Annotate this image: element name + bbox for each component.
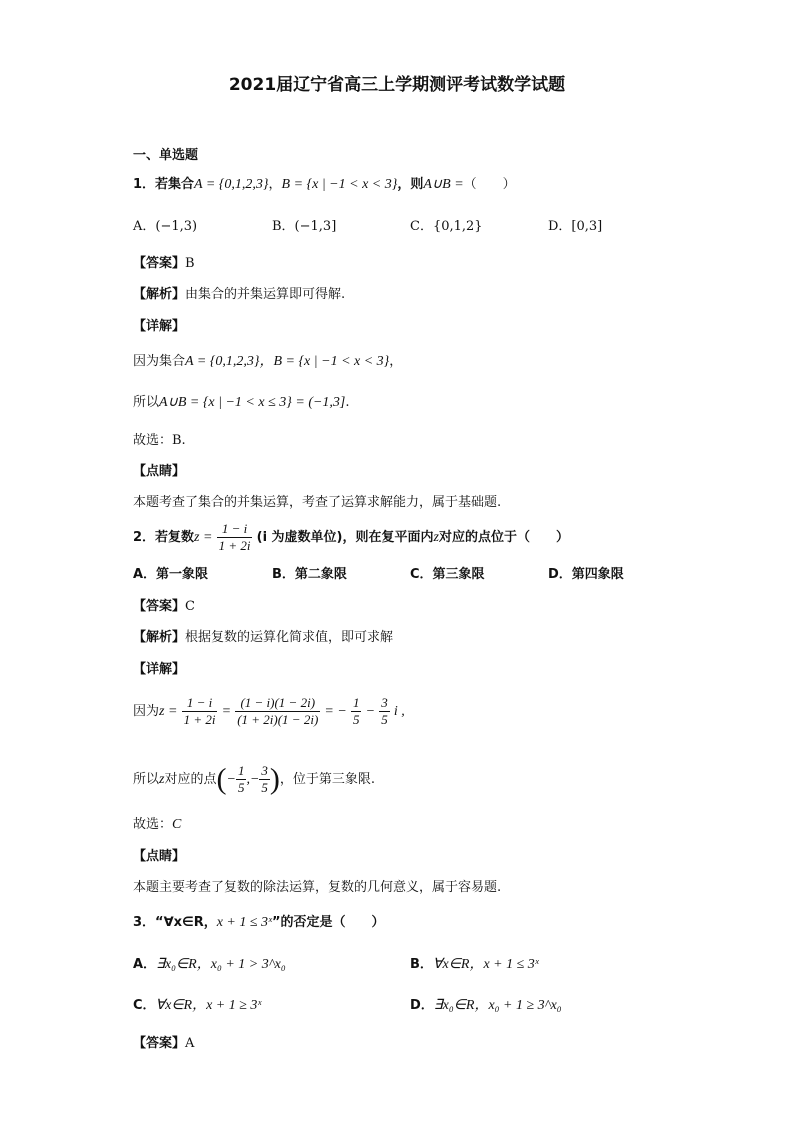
q2-option-d: D．第四象限 xyxy=(548,567,624,582)
q2-detail-line-1: 因为z = $\frac{1 - i}{1 + 2i}$ = $\frac{(1 - i)(1 - 2i)}{(1 + 2i)(1 - 2i)}$ = − $\frac{1}{5}$ − $\frac{3}{5}$ i , xyxy=(133,695,405,727)
q1-comment: 本题考查了集合的并集运算，考查了运算求解能力，属于基础题. xyxy=(133,495,502,510)
q1-detail-tag: 【详解】 xyxy=(133,319,186,334)
q2-option-b: B．第二象限 xyxy=(272,567,347,582)
q2-answer: 【答案】C xyxy=(133,599,195,614)
q3-answer: 【答案】A xyxy=(133,1036,195,1051)
question-2-stem: 2．若复数z = $\frac{1 - i}{1 + 2i}$ (i 为虚数单位)，则在复平面内z对应的点位于（ ） xyxy=(133,521,569,553)
set-b: B = {x | −1 < x < 3} xyxy=(281,177,398,192)
q2-option-c: C．第三象限 xyxy=(410,567,485,582)
section-heading: 一、单选题 xyxy=(133,148,199,163)
q1-option-d: D．[0,3] xyxy=(548,219,603,234)
q2-choice: 故选：C xyxy=(133,817,182,832)
q3-option-d: D．∃x₀∈R，x₀ + 1 ≥ 3^x₀ xyxy=(410,998,562,1013)
q1-choice: 故选：B. xyxy=(133,433,186,448)
document-title: 2021届辽宁省高三上学期测评考试数学试题 xyxy=(228,75,566,95)
q3-option-a: A．∃x₀∈R，x₀ + 1 > 3^x₀ xyxy=(133,957,286,972)
q1-answer: 【答案】B xyxy=(133,256,195,271)
q1-option-c: C．{0,1,2} xyxy=(410,219,483,234)
question-3-stem: 3．“∀x∈R，x + 1 ≤ 3ˣ”的否定是（ ） xyxy=(133,915,385,930)
q2-analysis: 【解析】根据复数的运算化简求值，即可求解 xyxy=(133,630,394,645)
q3-option-c: C．∀x∈R，x + 1 ≥ 3ˣ xyxy=(133,998,262,1013)
q2-detail-line-2: 所以z对应的点(− $\frac{1}{5}$ ,− $\frac{3}{5}$ )，位于第三象限. xyxy=(133,762,376,796)
fraction: $\frac{1 - i}{1 + 2i}$ xyxy=(218,521,251,553)
q2-comment: 本题主要考查了复数的除法运算，复数的几何意义，属于容易题. xyxy=(133,880,502,895)
question-1-stem: 1．若集合A = {0,1,2,3}，B = {x | −1 < x < 3}，则A∪B =（ ） xyxy=(133,177,516,192)
q1-analysis: 【解析】由集合的并集运算即可得解. xyxy=(133,287,346,302)
q2-comment-tag: 【点睛】 xyxy=(133,849,186,864)
q1-option-a: A．(−1,3) xyxy=(133,219,198,234)
q1-detail-line-1: 因为集合A = {0,1,2,3}，B = {x | −1 < x < 3}， xyxy=(133,354,403,369)
set-a: A = {0,1,2,3} xyxy=(194,177,269,192)
q1-detail-line-2: 所以A∪B = {x | −1 < x ≤ 3} = (−1,3]. xyxy=(133,395,350,410)
q1-comment-tag: 【点睛】 xyxy=(133,464,186,479)
q1-option-b: B．(−1,3] xyxy=(272,219,337,234)
q2-option-a: A．第一象限 xyxy=(133,567,209,582)
q3-option-b: B．∀x∈R，x + 1 ≤ 3ˣ xyxy=(410,957,539,972)
q2-detail-tag: 【详解】 xyxy=(133,662,186,677)
